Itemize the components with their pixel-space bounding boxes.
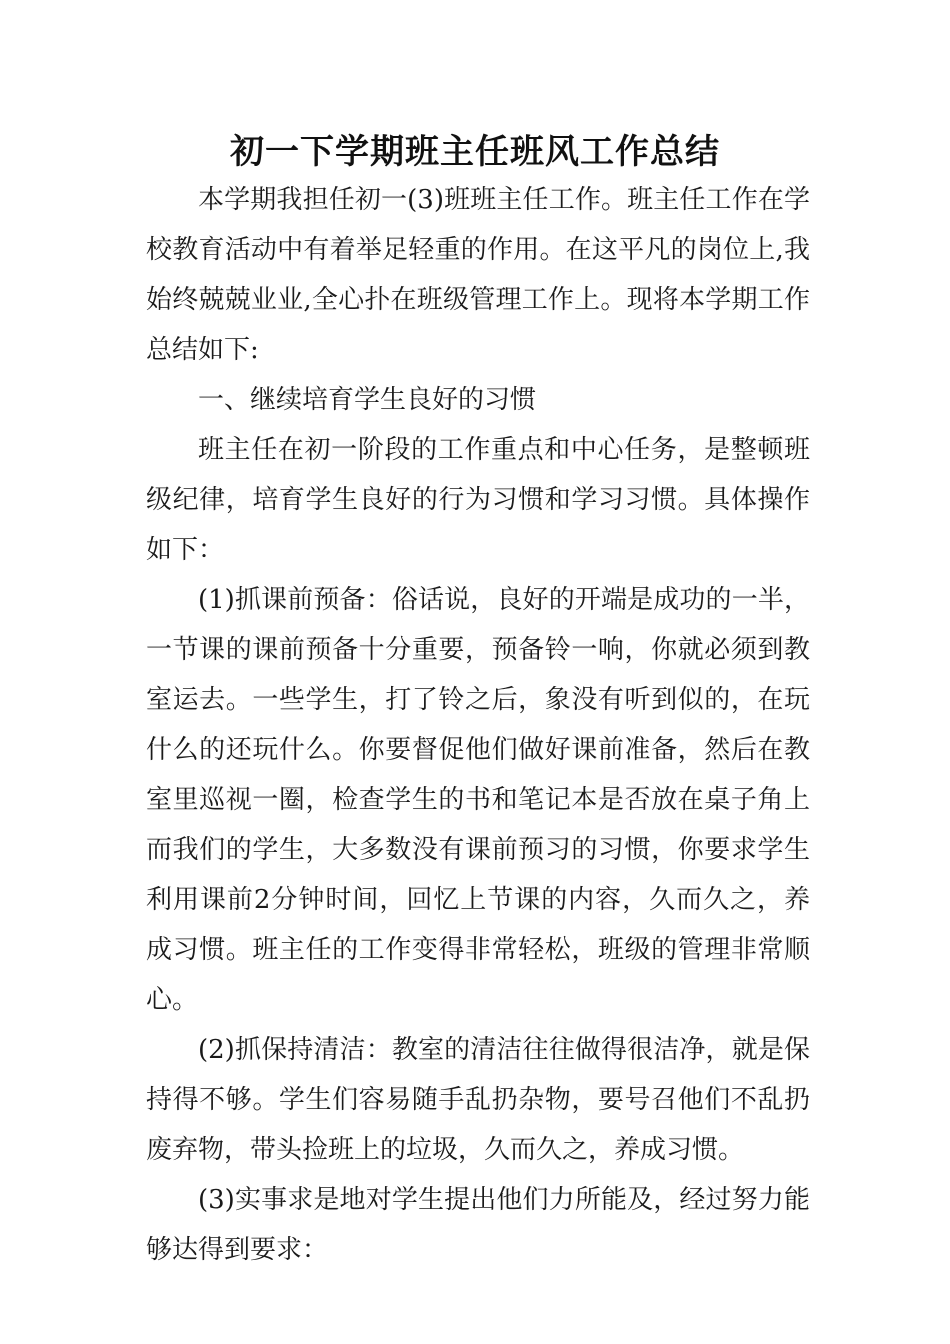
document-body: [146, 175, 810, 1275]
paragraph-focus: 班主任在初一阶段的工作重点和中心任务，是整顿班级纪律，培育学生良好的行为习惯和学习习惯。具体操作如下：: [146, 435, 810, 565]
paragraph-item-2: (2)抓保持清洁：教室的清洁往往做得很洁净，就是保持得不够。学生们容易随手乱扔杂物，要号召他们不乱扔废弃物，带头捡班上的垃圾，久而久之，养成习惯。: [146, 1035, 810, 1165]
paragraph-intro: 本学期我担任初一(3)班班主任工作。班主任工作在学校教育活动中有着举足轻重的作用。在这平凡的岗位上,我始终兢兢业业,全心扑在班级管理工作上。现将本学期工作总结如下:: [146, 185, 810, 365]
paragraph-item-1: (1)抓课前预备：俗话说，良好的开端是成功的一半，一节课的课前预备十分重要，预备铃一响，你就必须到教室运去。一些学生，打了铃之后，象没有听到似的，在玩什么的还玩什么。你要督促他们做好课前准备，然后在教室里巡视一圈，检查学生的书和笔记本是否放在桌子角上而我们的学生，大多数没有课前预习的习惯，你要求学生利用课前2分钟时间，回忆上节课的内容，久而久之，养成习惯。班主任的工作变得非常轻松，班级的管理非常顺心。: [146, 585, 810, 1015]
section-heading-1: 一、继续培育学生良好的习惯: [198, 385, 537, 415]
document-title: 初一下学期班主任班风工作总结: [230, 132, 720, 172]
paragraph-item-3: (3)实事求是地对学生提出他们力所能及，经过努力能够达得到要求：: [146, 1185, 810, 1265]
